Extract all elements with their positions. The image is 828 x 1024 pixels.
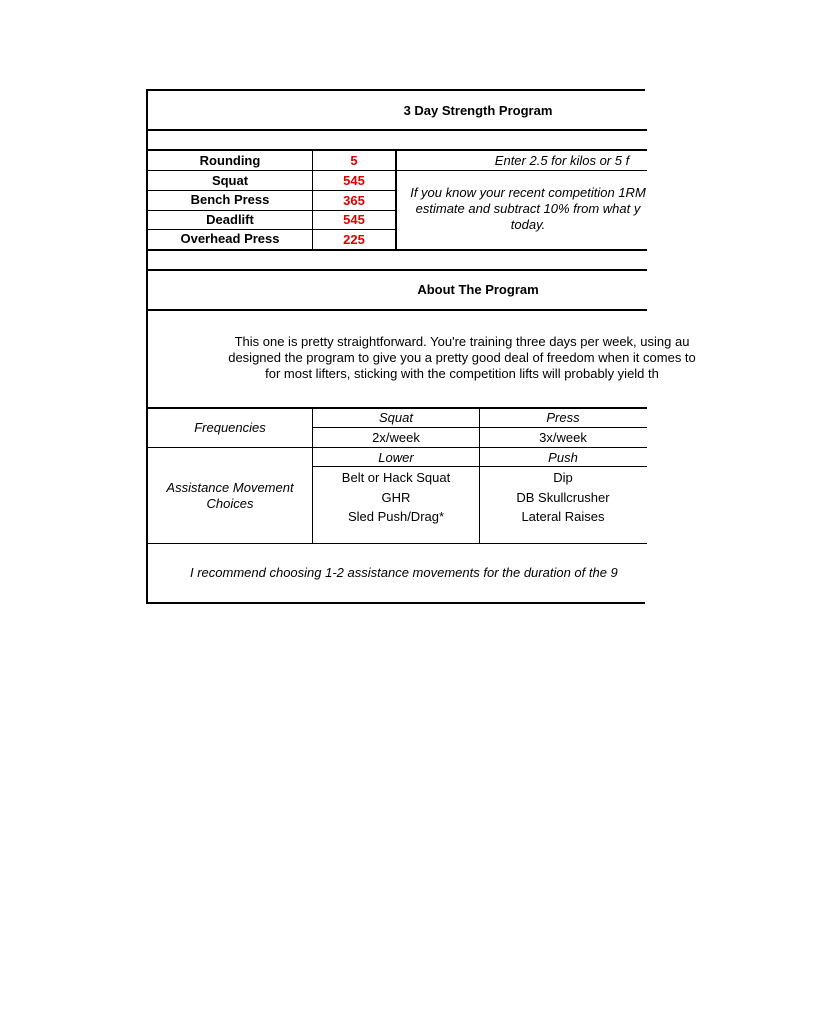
press-frequency-value: 3x/week [539,430,587,445]
push-assistance-header: Push [548,449,578,465]
divider [148,309,647,311]
assistance-label [148,480,312,512]
list-item: Dip [553,470,573,485]
list-item: Belt or Hack Squat [341,470,451,485]
divider [148,249,647,251]
lower-assistance-list [313,468,479,527]
about-line: for most lifters, sticking with the competition lifts will probably yield th [265,366,659,381]
deadlift-label: Deadlift [206,212,254,227]
recommendation-note: I recommend choosing 1-2 assistance movements for the duration of the 9 [190,565,618,580]
list-item: Lateral Raises [521,509,605,524]
squat-frequency-value: 2x/week [372,430,420,445]
program-title: 3 Day Strength Program [403,102,553,118]
list-item: Sled Push/Drag* [347,509,445,524]
lower-assistance-header: Lower [378,449,414,465]
list-item: GHR [381,489,411,505]
max-note-line: estimate and subtract 10% from what y [415,201,641,216]
divider [148,129,647,131]
squat-frequency-header: Squat [379,410,413,425]
divider [313,466,647,467]
assistance-label-line: Choices [206,496,254,511]
squat-label: Squat [211,173,249,188]
max-note-line: If you know your recent competition 1RM [410,185,646,200]
divider [148,269,647,271]
assistance-label-line: Assistance Movement [166,480,294,495]
press-frequency-header: Press [546,410,580,425]
overhead-press-label: Overhead Press [180,231,280,246]
bench-press-max-cell[interactable]: 365 [343,193,365,208]
about-paragraph [102,334,822,382]
deadlift-max-cell[interactable]: 545 [343,212,365,227]
max-note-line: today. [510,217,546,232]
push-assistance-list [480,468,646,527]
program-sheet [146,89,696,604]
bench-press-label: Bench Press [190,192,270,207]
rounding-value-cell[interactable]: 5 [350,153,358,168]
about-line: This one is pretty straightforward. You're training three days per week, using au [234,334,690,349]
frequencies-label: Frequencies [194,420,266,435]
about-heading: About The Program [417,281,539,297]
squat-max-cell[interactable]: 545 [343,173,365,188]
about-line: designed the program to give you a pretty good deal of freedom when it comes to [228,350,696,365]
max-note [228,185,828,233]
rounding-label: Rounding [199,153,261,168]
rounding-note: Enter 2.5 for kilos or 5 f [494,153,630,168]
divider [148,543,647,544]
list-item: DB Skullcrusher [516,489,610,505]
overhead-press-max-cell[interactable]: 225 [343,232,365,247]
